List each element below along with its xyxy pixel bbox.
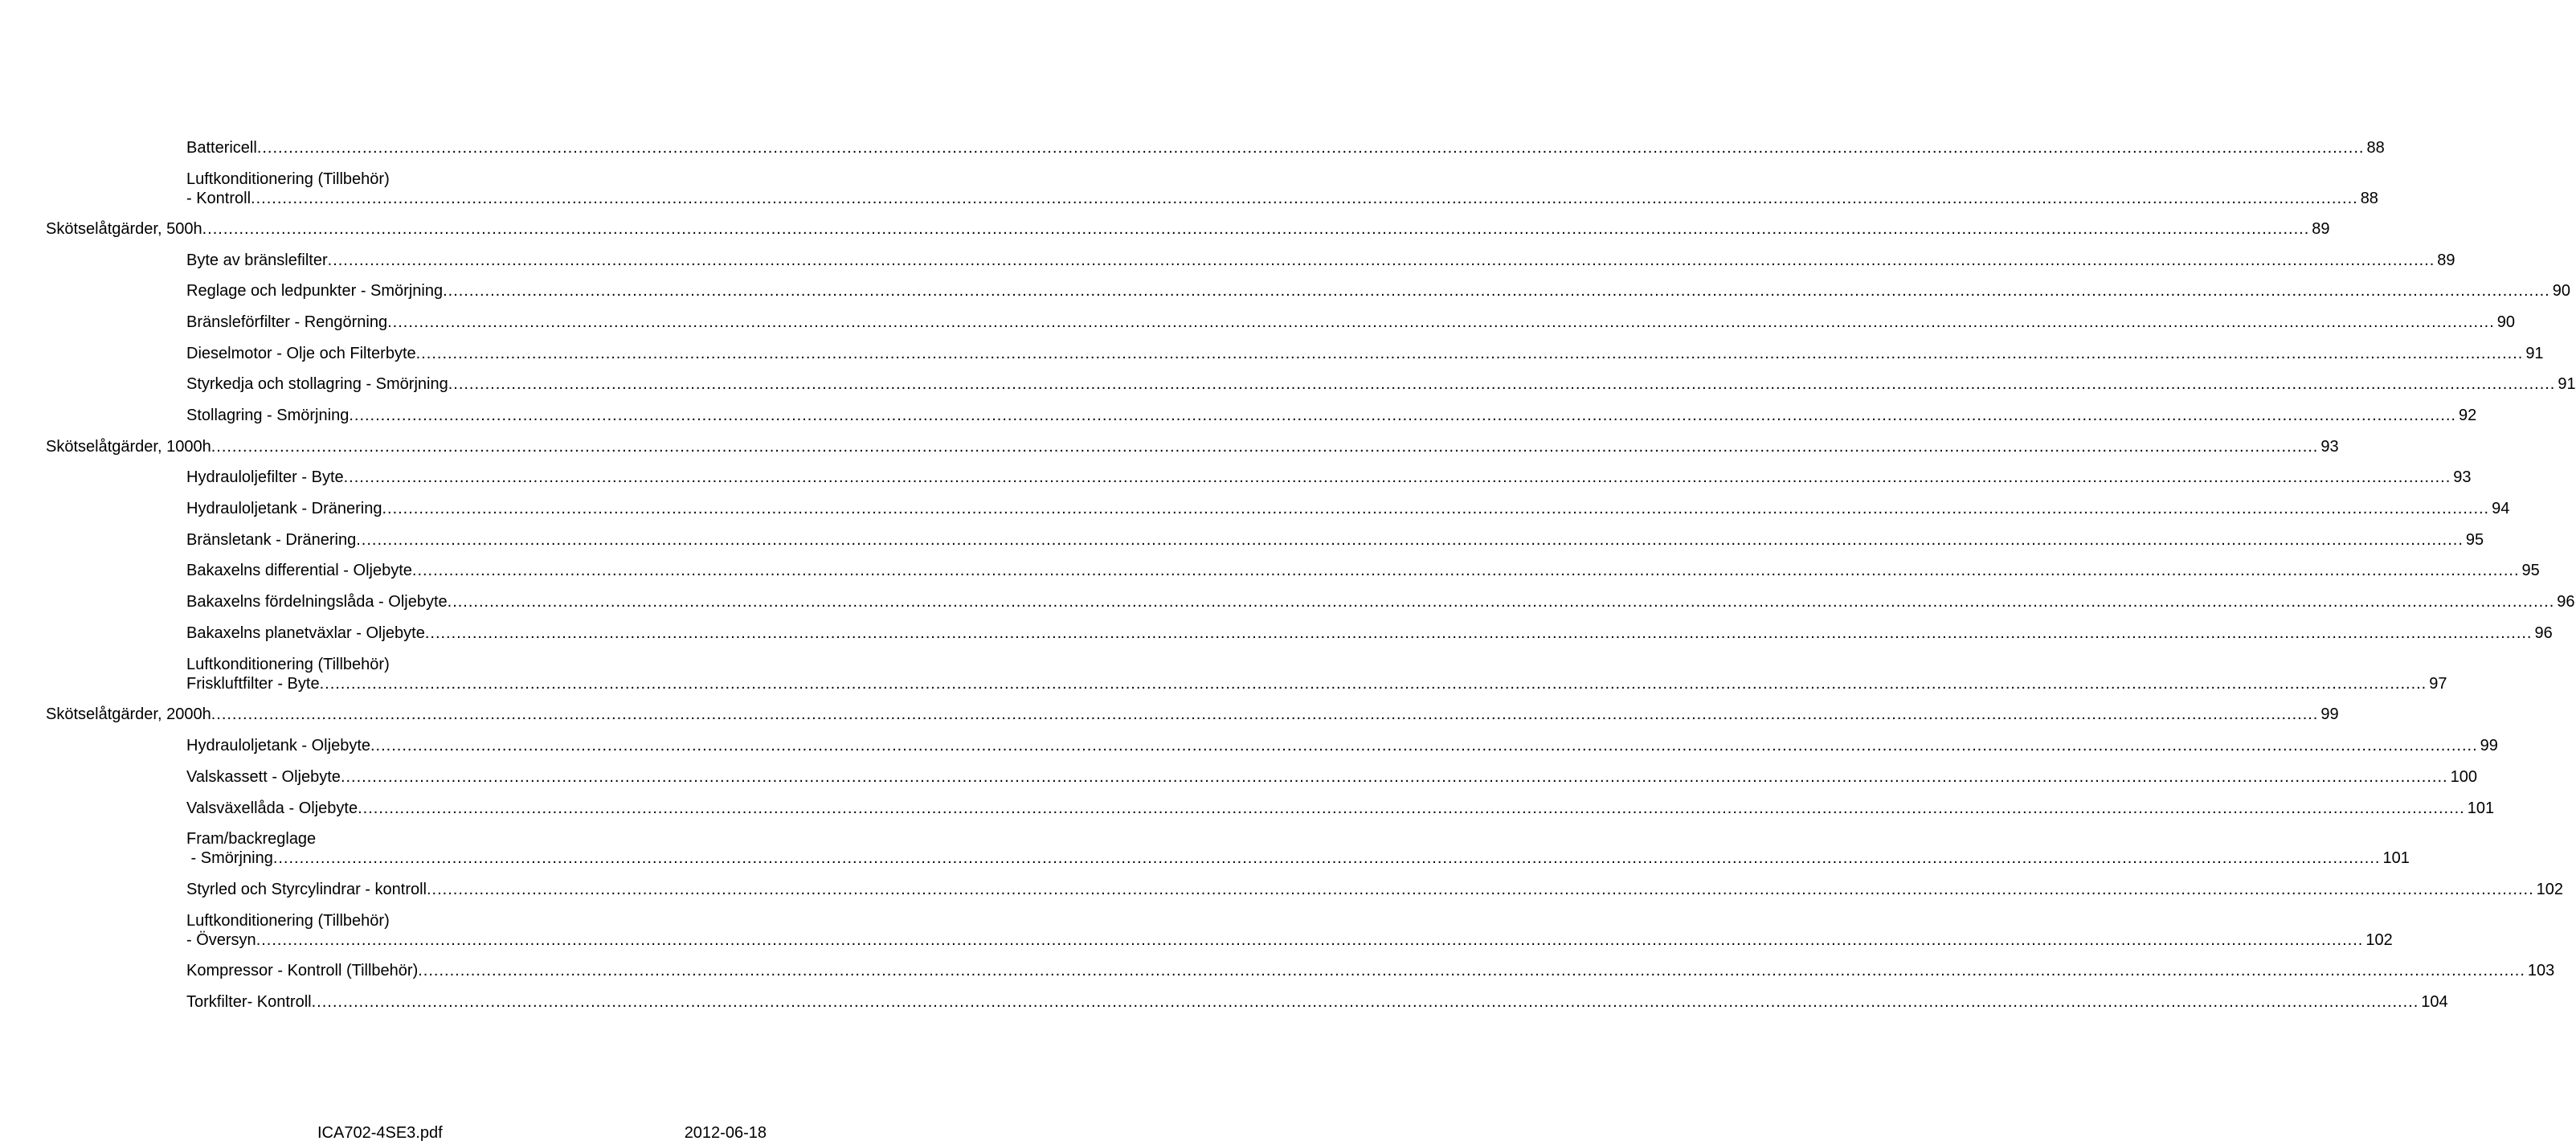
toc-page-number: 96: [2534, 624, 2553, 642]
toc-entry[interactable]: [186, 880, 2564, 899]
toc-page-number: 91: [2525, 345, 2544, 362]
toc-entry-line: [46, 219, 2330, 239]
toc-page-number: 103: [2527, 962, 2555, 979]
dot-leader: ................................................................................................................................................................................................................................................................................................................................................................................................................: [358, 799, 2465, 817]
toc-entry-line: [186, 767, 2477, 787]
toc-entry[interactable]: [186, 374, 2576, 394]
toc-page-number: 95: [2521, 562, 2540, 579]
toc-entry-title: Valsväxellåda - Oljebyte: [186, 799, 358, 817]
toc-entry-line: [186, 468, 2472, 487]
toc-page-number: 100: [2450, 768, 2477, 786]
toc-entry-title: Hydrauloljetank - Dränering: [186, 500, 382, 517]
toc-entry-title: Stollagring - Smörjning: [186, 407, 350, 424]
toc-entry-title: Bränsletank - Dränering: [186, 531, 357, 549]
dot-leader: ................................................................................................................................................................................................................................................................................................................................................................................................................: [411, 562, 2520, 579]
toc-entry[interactable]: [186, 736, 2498, 755]
toc-entry-title: Valskassett - Oljebyte: [186, 768, 341, 786]
toc-entry-title: - Översyn: [186, 931, 256, 949]
toc-entry[interactable]: [186, 468, 2472, 487]
dot-leader: ................................................................................................................................................................................................................................................................................................................................................................................................................: [424, 624, 2533, 642]
toc-entry-line: [186, 406, 2477, 425]
toc-entry-line: [186, 281, 2570, 301]
toc-entry-line: [186, 251, 2455, 270]
toc-entry[interactable]: [186, 992, 2448, 1012]
toc-entry[interactable]: [46, 219, 2330, 239]
toc-entry-line: [186, 344, 2544, 363]
toc-entry-title: Skötselåtgärder, 500h: [46, 220, 202, 238]
toc-entry[interactable]: [186, 313, 2516, 332]
toc-page-number: 88: [2366, 139, 2385, 157]
toc-page-number: 90: [2552, 282, 2570, 300]
toc-entry[interactable]: [186, 251, 2455, 270]
toc-entry[interactable]: [186, 592, 2575, 611]
toc-page-number: 104: [2421, 993, 2448, 1011]
dot-leader: ................................................................................................................................................................................................................................................................................................................................................................................................................: [356, 531, 2464, 549]
toc-page-number: 89: [2312, 220, 2330, 238]
toc-entry-line: [186, 930, 2393, 950]
toc-entry-title: Bakaxelns planetväxlar - Oljebyte: [186, 624, 425, 642]
toc-entry-title-prefix: Luftkonditionering (Tillbehör): [186, 656, 390, 673]
toc-page-number: 93: [2453, 468, 2472, 486]
toc-page-number: 95: [2465, 531, 2484, 549]
dot-leader: ................................................................................................................................................................................................................................................................................................................................................................................................................: [202, 220, 2310, 238]
toc-entry-line: [186, 849, 2410, 868]
toc-entry-title: - Kontroll: [186, 190, 251, 207]
toc-entry-title-prefix: Luftkonditionering (Tillbehör): [186, 170, 390, 188]
dot-leader: ................................................................................................................................................................................................................................................................................................................................................................................................................: [448, 375, 2556, 393]
toc-page-number: 89: [2437, 251, 2455, 269]
toc-page-number: 99: [2480, 737, 2498, 754]
dot-leader: ................................................................................................................................................................................................................................................................................................................................................................................................................: [418, 962, 2525, 979]
toc-entry[interactable]: [186, 829, 2410, 868]
dot-leader: ................................................................................................................................................................................................................................................................................................................................................................................................................: [311, 993, 2419, 1011]
toc-entry-title: Styrled och Styrcylindrar - kontroll: [186, 881, 427, 898]
toc-entry-title: Bränsleförfilter - Rengörning: [186, 313, 388, 331]
toc-entry[interactable]: [186, 911, 2393, 950]
toc-entry-line: [186, 499, 2510, 518]
toc-entry-line: [46, 437, 2339, 456]
toc-entry-title: Friskluftfilter - Byte: [186, 675, 320, 693]
toc-entry[interactable]: [186, 281, 2570, 301]
toc-page-number: 102: [2536, 881, 2564, 898]
toc-entry-title: Battericell: [186, 139, 257, 157]
toc-entry-line: [186, 736, 2498, 755]
toc-entry-line: [186, 313, 2516, 332]
toc-entry[interactable]: [186, 138, 2385, 157]
toc-page-number: 101: [2467, 799, 2495, 817]
dot-leader: ................................................................................................................................................................................................................................................................................................................................................................................................................: [447, 593, 2555, 611]
toc-page-number: 99: [2320, 705, 2339, 723]
toc-entry-title: Hydrauloljefilter - Byte: [186, 468, 344, 486]
dot-leader: ................................................................................................................................................................................................................................................................................................................................................................................................................: [211, 438, 2319, 456]
toc-entry-line: [186, 374, 2576, 394]
toc-entry-title: Skötselåtgärder, 2000h: [46, 705, 211, 723]
toc-entry-title: Skötselåtgärder, 1000h: [46, 438, 211, 456]
footer-date: 2012-06-18: [684, 1124, 767, 1142]
toc-entry[interactable]: [186, 655, 2447, 693]
toc-page-number: 91: [2558, 375, 2576, 393]
toc-entry[interactable]: [186, 961, 2555, 980]
toc-entry-line: [186, 992, 2448, 1012]
toc-page-number: 93: [2320, 438, 2339, 456]
toc-page-number: 102: [2365, 931, 2393, 949]
dot-leader: ................................................................................................................................................................................................................................................................................................................................................................................................................: [415, 345, 2524, 362]
toc-entry-title: Kompressor - Kontroll (Tillbehör): [186, 962, 419, 979]
toc-entry-title: - Smörjning: [186, 849, 273, 867]
toc-entry-line: [186, 799, 2495, 818]
toc-page-number: 94: [2492, 500, 2510, 517]
dot-leader: ................................................................................................................................................................................................................................................................................................................................................................................................................: [251, 190, 2358, 207]
dot-leader: ................................................................................................................................................................................................................................................................................................................................................................................................................: [327, 251, 2435, 269]
toc-entry-line: [186, 674, 2447, 693]
footer-filename: ICA702-4SE3.pdf: [317, 1124, 443, 1142]
toc-entry-line: [186, 592, 2575, 611]
toc-page-number: 92: [2458, 407, 2477, 424]
toc-entry-line: [186, 561, 2540, 580]
toc-entry[interactable]: [46, 437, 2339, 456]
dot-leader: ................................................................................................................................................................................................................................................................................................................................................................................................................: [319, 675, 2427, 693]
dot-leader: ................................................................................................................................................................................................................................................................................................................................................................................................................: [443, 282, 2550, 300]
toc-page-number: 97: [2429, 675, 2447, 693]
dot-leader: ................................................................................................................................................................................................................................................................................................................................................................................................................: [340, 768, 2448, 786]
toc-page-number: 88: [2360, 190, 2378, 207]
dot-leader: ................................................................................................................................................................................................................................................................................................................................................................................................................: [256, 931, 2364, 949]
toc-entry-title-prefix: Fram/backreglage: [186, 830, 317, 848]
dot-leader: ................................................................................................................................................................................................................................................................................................................................................................................................................: [211, 705, 2319, 723]
toc-entry[interactable]: [186, 170, 2378, 208]
dot-leader: ................................................................................................................................................................................................................................................................................................................................................................................................................: [256, 139, 2365, 157]
toc-page-number: 96: [2557, 593, 2575, 611]
toc-entry-line: [186, 961, 2555, 980]
toc-entry[interactable]: [186, 344, 2544, 363]
dot-leader: ................................................................................................................................................................................................................................................................................................................................................................................................................: [370, 737, 2478, 754]
dot-leader: ................................................................................................................................................................................................................................................................................................................................................................................................................: [426, 881, 2534, 898]
toc-entry-line: [46, 705, 2339, 724]
toc-entry-title: Byte av bränslefilter: [186, 251, 328, 269]
dot-leader: ................................................................................................................................................................................................................................................................................................................................................................................................................: [349, 407, 2456, 424]
toc-entry[interactable]: [46, 705, 2339, 724]
toc-entry[interactable]: [186, 767, 2477, 787]
toc-entry[interactable]: [186, 624, 2553, 643]
toc-page-number: 90: [2496, 313, 2516, 331]
toc-entry-title: Hydrauloljetank - Oljebyte: [186, 737, 370, 754]
toc-entry-line: [186, 530, 2484, 550]
toc-entry-title-prefix: Luftkonditionering (Tillbehör): [186, 912, 390, 930]
toc-entry-title: Torkfilter- Kontroll: [186, 993, 312, 1011]
toc-entry[interactable]: [186, 406, 2477, 425]
toc-entry-title: Styrkedja och stollagring - Smörjning: [186, 375, 448, 393]
toc-entry-title: Dieselmotor - Olje och Filterbyte: [186, 345, 416, 362]
toc-entry-line: [186, 880, 2564, 899]
toc-entry-line: [186, 138, 2385, 157]
toc-entry[interactable]: [186, 561, 2540, 580]
dot-leader: ................................................................................................................................................................................................................................................................................................................................................................................................................: [382, 500, 2490, 517]
toc-entry[interactable]: [186, 499, 2510, 518]
dot-leader: ................................................................................................................................................................................................................................................................................................................................................................................................................: [272, 849, 2381, 867]
toc-entry[interactable]: [186, 530, 2484, 550]
toc-entry-title: Reglage och ledpunkter - Smörjning: [186, 282, 444, 300]
toc-entry-title: Bakaxelns differential - Oljebyte: [186, 562, 412, 579]
dot-leader: ................................................................................................................................................................................................................................................................................................................................................................................................................: [343, 468, 2451, 486]
dot-leader: ................................................................................................................................................................................................................................................................................................................................................................................................................: [387, 313, 2495, 331]
toc-entry-line: [186, 189, 2378, 208]
toc-entry-title: Bakaxelns fördelningslåda - Oljebyte: [186, 593, 448, 611]
toc-page-number: 101: [2382, 849, 2410, 867]
toc-entry-line: [186, 624, 2553, 643]
toc-entry[interactable]: [186, 799, 2495, 818]
